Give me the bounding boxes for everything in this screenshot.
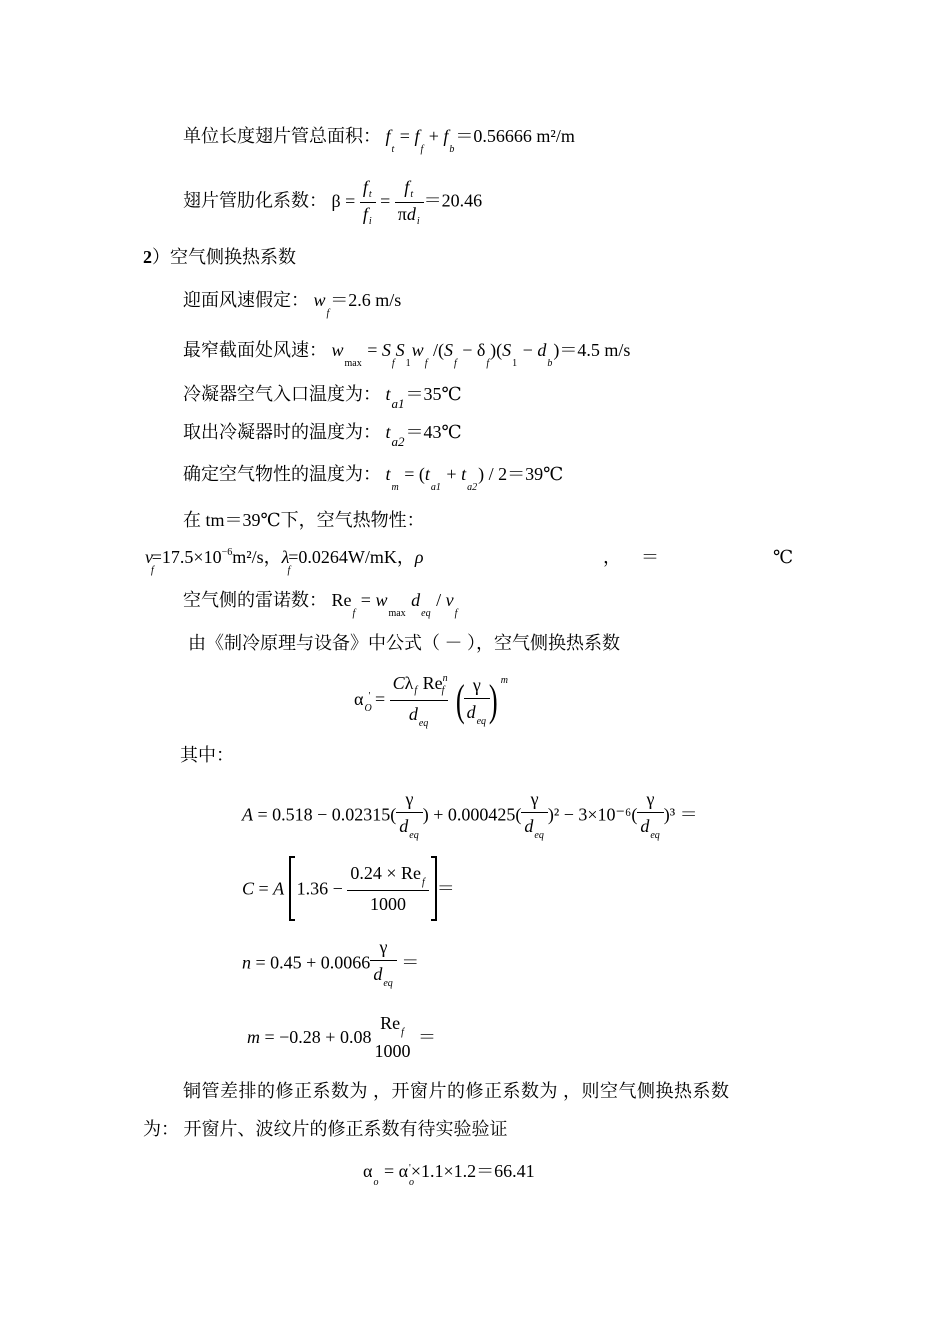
density-equals: ＝ <box>641 547 659 567</box>
property-temp-line <box>183 462 564 493</box>
density-symbol: ρ <box>414 547 424 567</box>
air-properties-values <box>145 545 945 576</box>
property-temp-value: ＝39℃ <box>507 464 564 484</box>
max-velocity-formula: $w_{max} = S_fS_1w_f$ $/(S_f - \delta_f)(S_1 - d_b)$ <box>331 340 560 369</box>
equation-a: A = 0.518 − 0.02315( $\frac{\gamma}{d_{eq}}$ ) + 0.000425( $\frac{\gamma}{d_{eq}}$ )² − 3×10⁻⁶( $\frac{\gamma}{d_{eq}}$ )³ ＝ <box>242 789 698 841</box>
rib-coefficient-formula: β = $\frac{f_t}{f_i}$ = $\frac{f_t}{\pi d_i}$ <box>332 191 424 211</box>
section-number: 2 <box>143 247 152 267</box>
section-heading <box>143 245 296 269</box>
formula-reference-text: 由《制冷原理与设备》中公式（ － ），空气侧换热系数 <box>188 633 620 653</box>
air-properties-intro <box>183 508 425 532</box>
viscosity-exponent: −6 <box>221 547 233 558</box>
reynolds-formula: $Re_f = w_{max}$ $d_{eq} / v_f$ <box>331 590 458 619</box>
total-area-label: 单位长度翅片管总面积： <box>183 126 381 146</box>
total-area-line <box>183 124 575 155</box>
face-velocity-value: ＝2.6 m/s <box>330 290 402 310</box>
inlet-temp-symbol: $t_{a1}$ <box>385 384 405 411</box>
max-velocity-label: 最窄截面处风速： <box>183 340 327 360</box>
inlet-temp-label: 冷凝器空气入口温度为： <box>183 384 381 404</box>
max-velocity-line <box>183 338 631 369</box>
max-velocity-value: ＝4.5 m/s <box>559 340 631 360</box>
face-velocity-line <box>183 288 402 319</box>
conductivity-value: =0.0264W/mK， <box>288 547 415 567</box>
reynolds-line <box>183 588 458 619</box>
section-title: ）空气侧换热系数 <box>152 247 296 267</box>
formula-reference <box>188 631 620 655</box>
equation-n: n = 0.45 + 0.0066 $\frac{\gamma}{d_{eq}}$ ＝ <box>242 937 420 989</box>
conductivity-symbol: $\lambda_f$ <box>281 547 291 576</box>
final-alpha-value: ×1.1×1.2＝66.41 <box>410 1161 535 1181</box>
equation-m: m = −0.28 + 0.08 $Re_f$ 1000 ＝ <box>247 1013 436 1061</box>
reynolds-label: 空气侧的雷诺数： <box>183 590 327 610</box>
degree-celsius: ℃ <box>773 547 794 567</box>
density-comma: ， <box>603 547 621 567</box>
outlet-temp-value: ＝43℃ <box>405 422 462 442</box>
total-area-formula: $f_t = f_f + f_b$ <box>385 126 455 155</box>
final-alpha-formula: $\alpha_o = \alpha_o'$ <box>363 1161 415 1188</box>
rib-coefficient-line <box>183 176 482 229</box>
correction-paragraph-1: 铜管差排的修正系数为 ，开窗片的修正系数为 ，则空气侧换热系数 <box>183 1081 730 1101</box>
kinematic-viscosity-value: =17.5×10 <box>151 547 222 567</box>
face-velocity-symbol: $w_f$ <box>313 290 330 319</box>
correction-paragraph-2: 为： 开窗片、波纹片的修正系数有待实验验证 <box>143 1119 508 1139</box>
outlet-temp-label: 取出冷凝器时的温度为： <box>183 422 381 442</box>
inlet-temp-value: ＝35℃ <box>405 384 462 404</box>
outlet-temp-line <box>183 420 462 449</box>
final-alpha <box>363 1159 535 1187</box>
equation-c: C = A 1.36 − $\frac{0.24 \times Re_f}{1000}$ ＝ <box>242 856 455 921</box>
viscosity-unit: m²/s， <box>232 547 282 567</box>
air-properties-text: 在 tm＝39℃下，空气热物性： <box>183 510 425 530</box>
rib-coefficient-value: ＝20.46 <box>423 190 483 211</box>
kinematic-viscosity: $v_f$ <box>145 547 154 576</box>
face-velocity-label: 迎面风速假定： <box>183 290 309 310</box>
total-area-value: ＝0.56666 m²/m <box>455 126 575 146</box>
property-temp-label: 确定空气物性的温度为： <box>183 464 381 484</box>
outlet-temp-symbol: $t_{a2}$ <box>385 422 405 449</box>
property-temp-formula: $t_m = (t_{a1} + t_{a2}) / 2$ <box>385 464 508 493</box>
where-label: 其中： <box>180 745 234 765</box>
alpha-equation: $\alpha_O'$ = $\frac{C\lambda_f Re^n_f}{d_{eq}}$ ( $\frac{\gamma}{d_{eq}}$ ) $^m$ <box>354 673 508 729</box>
rib-coefficient-label: 翅片管肋化系数： <box>183 190 327 211</box>
inlet-temp-line <box>183 382 462 411</box>
